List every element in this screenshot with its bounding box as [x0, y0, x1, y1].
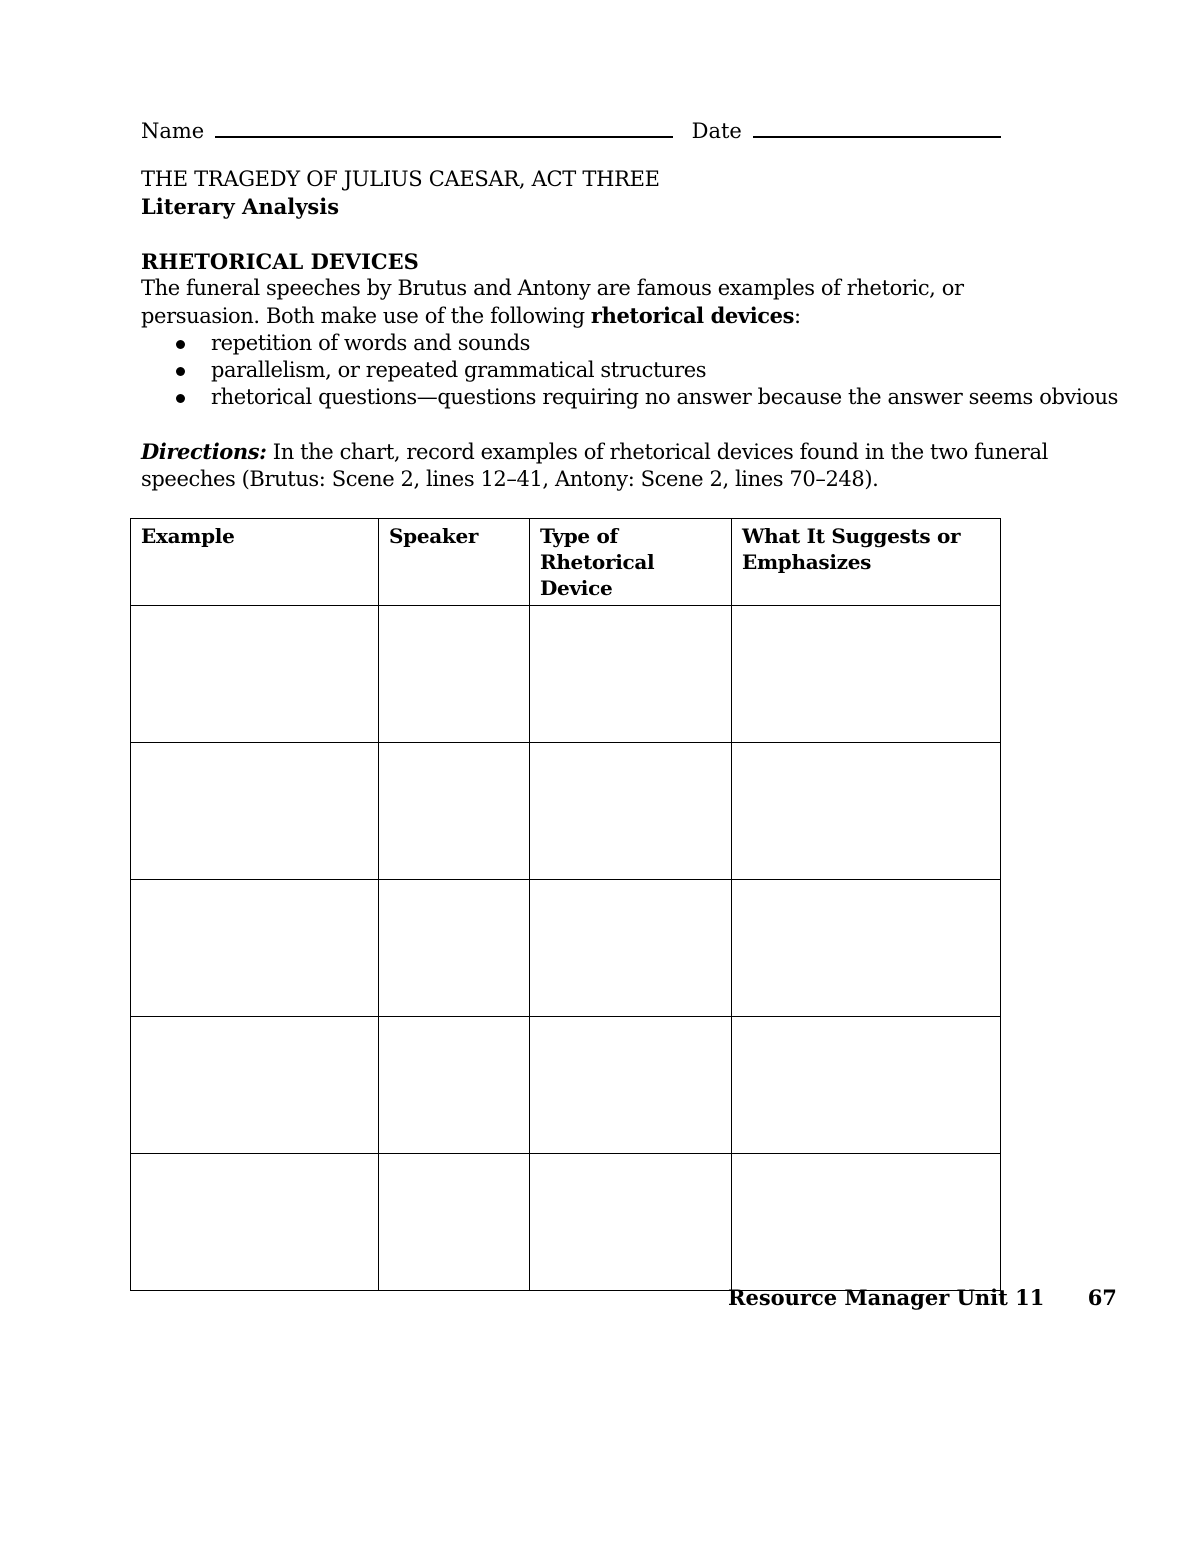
- page-number: 67: [1087, 1285, 1117, 1310]
- device-type-cell[interactable]: [530, 743, 732, 880]
- date-field[interactable]: [753, 114, 1001, 138]
- suggests-cell[interactable]: [732, 880, 1001, 1017]
- example-cell[interactable]: [131, 1154, 379, 1291]
- intro-text: The funeral speeches by Brutus and Antony are famous examples of rhetoric, or persuasion. Both make use of the following: [141, 276, 964, 328]
- table-row: [131, 1154, 1001, 1291]
- date-label: Date: [691, 119, 742, 143]
- intro-colon: :: [794, 304, 801, 328]
- table-row: [131, 606, 1001, 743]
- rhetorical-devices-section: [141, 248, 1119, 411]
- section-intro: [141, 275, 1071, 330]
- speaker-cell[interactable]: [379, 606, 530, 743]
- directions-label: Directions:: [141, 439, 267, 464]
- name-label: Name: [141, 119, 205, 143]
- device-type-cell[interactable]: [530, 1154, 732, 1291]
- device-text: repetition of words and sounds: [211, 331, 530, 355]
- intro-bold-term: rhetorical devices: [590, 303, 795, 328]
- suggests-cell[interactable]: [732, 743, 1001, 880]
- table-row: [131, 1017, 1001, 1154]
- list-item: [141, 330, 1071, 357]
- bullet-icon: [176, 367, 185, 376]
- page-subtitle: Literary Analysis: [141, 194, 340, 219]
- suggests-cell[interactable]: [732, 606, 1001, 743]
- directions: [141, 438, 1071, 493]
- name-date-line: [141, 114, 1001, 145]
- suggests-cell[interactable]: [732, 1154, 1001, 1291]
- example-cell[interactable]: [131, 606, 379, 743]
- bullet-icon: [176, 394, 185, 403]
- device-type-cell[interactable]: [530, 880, 732, 1017]
- table-row: [131, 743, 1001, 880]
- list-item: [141, 357, 1071, 384]
- name-field[interactable]: [215, 114, 673, 138]
- rhetorical-devices-chart: [130, 518, 1001, 1291]
- column-header-type: Type of Rhetorical Device: [530, 519, 732, 606]
- speaker-cell[interactable]: [379, 1017, 530, 1154]
- table-header-row: [131, 519, 1001, 606]
- column-header-suggests: What It Suggests or Emphasizes: [732, 519, 1001, 606]
- speaker-cell[interactable]: [379, 1154, 530, 1291]
- speaker-cell[interactable]: [379, 743, 530, 880]
- page-title: THE TRAGEDY OF JULIUS CAESAR, ACT THREE: [141, 167, 660, 191]
- resource-label: Resource Manager Unit 11: [728, 1285, 1045, 1310]
- table-row: [131, 880, 1001, 1017]
- column-header-example: Example: [131, 519, 379, 606]
- bullet-icon: [176, 340, 185, 349]
- device-type-cell[interactable]: [530, 606, 732, 743]
- device-text: rhetorical questions—questions requiring no answer because the answer seems obvious: [211, 385, 1119, 409]
- suggests-cell[interactable]: [732, 1017, 1001, 1154]
- speaker-cell[interactable]: [379, 880, 530, 1017]
- example-cell[interactable]: [131, 880, 379, 1017]
- device-text: parallelism, or repeated grammatical structures: [211, 358, 707, 382]
- device-type-cell[interactable]: [530, 1017, 732, 1154]
- directions-text: In the chart, record examples of rhetorical devices found in the two funeral speeches (Brutus: Scene 2, lines 12–41, Antony: Scene 2, lines 70–248).: [141, 440, 1048, 491]
- example-cell[interactable]: [131, 1017, 379, 1154]
- device-list: [141, 330, 1119, 411]
- page-footer: [728, 1284, 1117, 1312]
- example-cell[interactable]: [131, 743, 379, 880]
- section-heading: RHETORICAL DEVICES: [141, 249, 419, 274]
- list-item: [141, 384, 1119, 411]
- worksheet-header: [141, 166, 660, 220]
- column-header-speaker: Speaker: [379, 519, 530, 606]
